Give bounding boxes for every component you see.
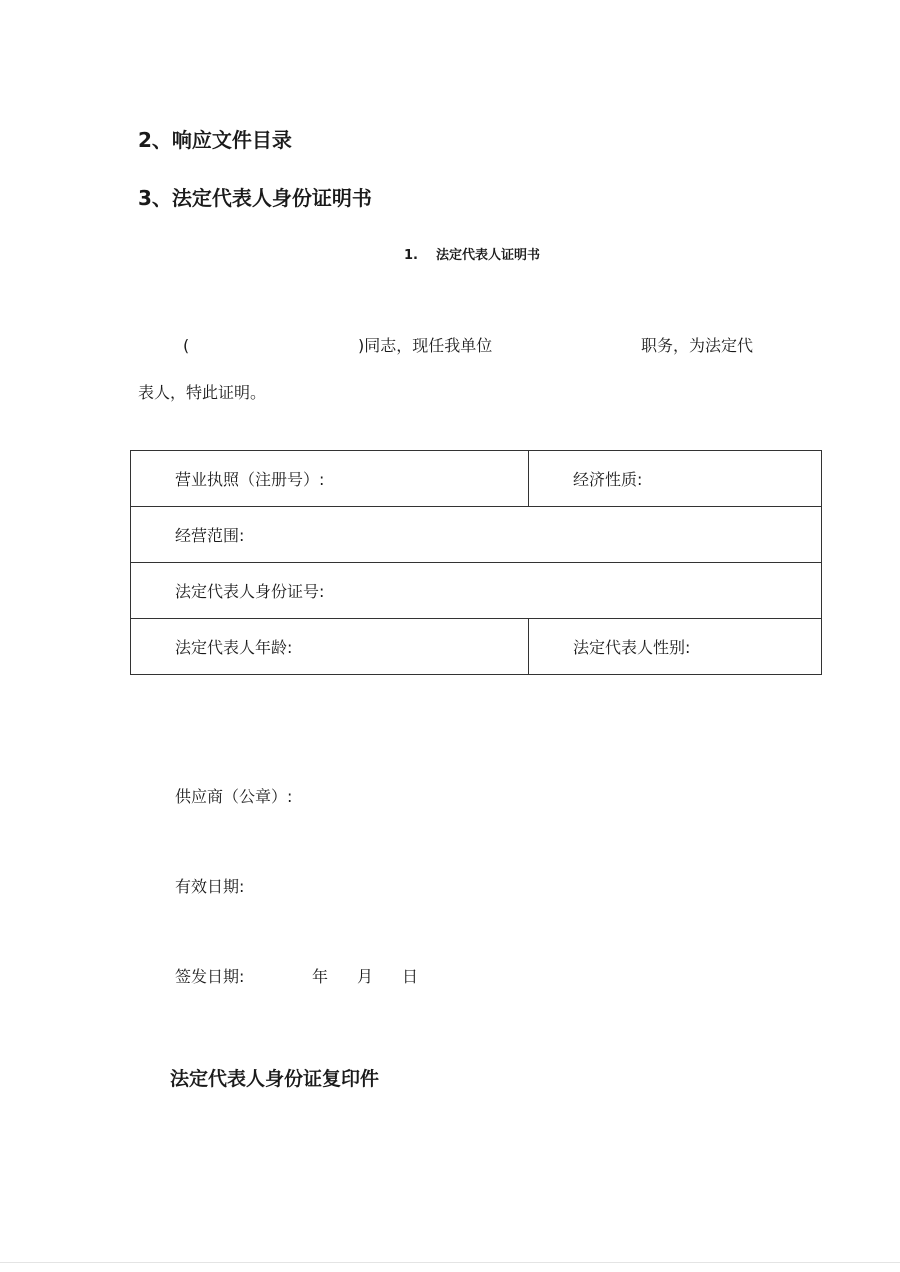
open-paren: ( xyxy=(183,336,190,355)
section-2-heading: 2、响应文件目录 xyxy=(138,128,292,152)
statement-line2: 表人，特此证明。 xyxy=(138,383,267,402)
legal-rep-id-cell: 法定代表人身份证号: xyxy=(131,563,822,619)
valid-date-label: 有效日期: xyxy=(175,877,245,896)
section-3-heading: 3、法定代表人身份证明书 xyxy=(138,186,372,210)
statement-part2: 职务，为法定代 xyxy=(641,336,754,355)
legal-rep-gender-cell: 法定代表人性别: xyxy=(529,619,822,675)
business-scope-cell: 经营范围: xyxy=(131,507,822,563)
economic-nature-cell: 经济性质: xyxy=(529,451,822,507)
subtitle-number: 1. xyxy=(404,248,418,263)
subtitle: 法定代表人证明书 xyxy=(436,248,541,263)
business-license-cell: 营业执照（注册号）: xyxy=(131,451,529,507)
legal-rep-age-cell: 法定代表人年龄: xyxy=(131,619,529,675)
month-label: 月 xyxy=(357,967,374,986)
statement-part1: )同志，现任我单位 xyxy=(358,336,493,355)
supplier-seal-label: 供应商（公章）: xyxy=(175,787,293,806)
id-copy-heading: 法定代表人身份证复印件 xyxy=(170,1068,380,1090)
year-label: 年 xyxy=(312,967,329,986)
info-table xyxy=(130,450,822,675)
scan-edge xyxy=(0,1262,900,1263)
issue-date-label: 签发日期: xyxy=(175,967,245,986)
day-label: 日 xyxy=(402,967,419,986)
